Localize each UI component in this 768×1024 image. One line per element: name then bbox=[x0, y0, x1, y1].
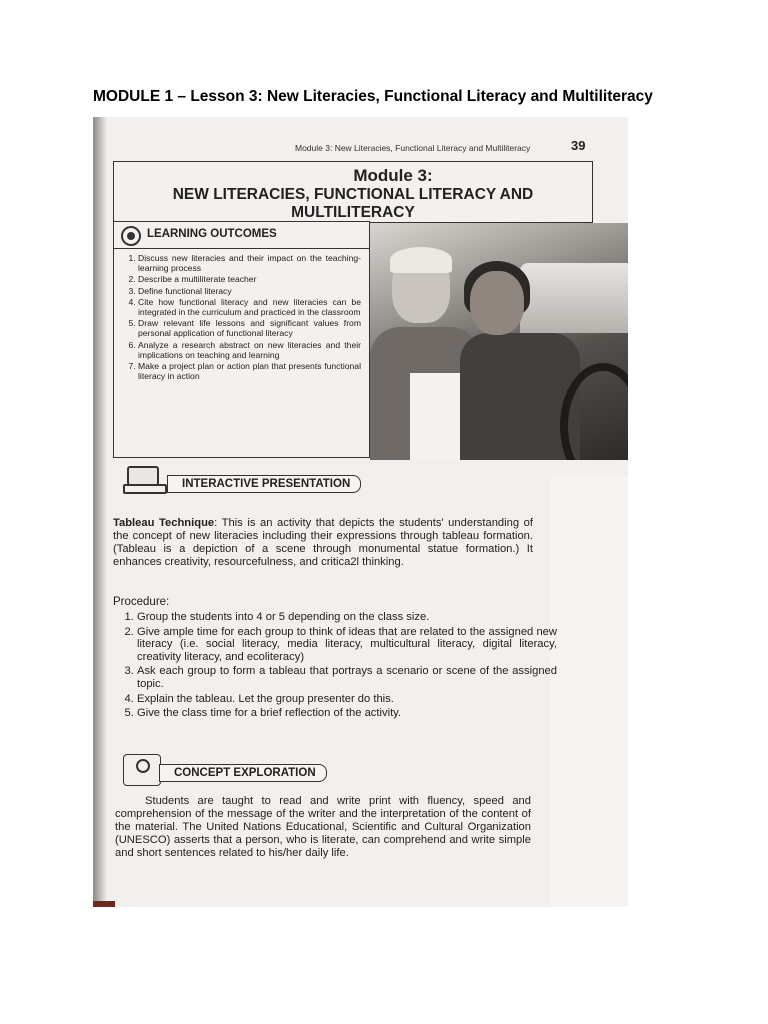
running-header: Module 3: New Literacies, Functional Literacy and Multiliteracy bbox=[295, 143, 531, 153]
outcome-item: 6. Analyze a research abstract on new literacies and their implications on teaching and learning bbox=[138, 340, 361, 360]
procedure-step: 3. Ask each group to form a tableau that portrays a scenario or scene of the assigned topic. bbox=[137, 665, 557, 690]
car-window bbox=[520, 263, 628, 333]
outcome-item: 3. Define functional literacy bbox=[138, 286, 361, 296]
projector-icon bbox=[121, 466, 165, 492]
page-bottom-edge bbox=[93, 901, 115, 907]
target-icon bbox=[121, 226, 141, 246]
tableau-description: : This is an activity that depicts the students' understanding of the concept of new literacies including their expressions through tableau formation. (Tableau is a depiction of a scene through monumental statue formation.) It enhances creativity, resourcefulness, and critica2l thinking. bbox=[113, 517, 533, 568]
instructor-hair bbox=[390, 247, 452, 273]
outcome-item: 4. Cite how functional literacy and new literacies can be integrated in the curriculum and practiced in the classroom bbox=[138, 297, 361, 317]
driving-lesson-photo bbox=[370, 223, 628, 460]
concept-paragraph: Students are taught to read and write print with fluency, speed and comprehension of the message of the writer and the interpretation of the content of the material. The United Nations Educational, Scientific and Cultural Organization (UNESCO) asserts that a person, who is literate, can comprehend and write simple and short sentences related to his/her daily life. bbox=[115, 795, 531, 859]
procedure-step: 5. Give the class time for a brief reflection of the activity. bbox=[137, 707, 557, 720]
procedure-step: 4. Explain the tableau. Let the group presenter do this. bbox=[137, 693, 557, 706]
document-title: MODULE 1 – Lesson 3: New Literacies, Functional Literacy and Multiliteracy bbox=[93, 88, 653, 105]
tableau-paragraph bbox=[113, 517, 533, 569]
driver-head bbox=[470, 271, 524, 335]
outcome-item: 2. Describe a multiliterate teacher bbox=[138, 274, 361, 284]
procedure-step: 1. Group the students into 4 or 5 depending on the class size. bbox=[137, 611, 557, 624]
outcome-item: 1. Discuss new literacies and their impact on the teaching-learning process bbox=[138, 253, 361, 273]
learning-outcomes-heading: LEARNING OUTCOMES bbox=[147, 228, 277, 240]
page-number: 39 bbox=[571, 138, 586, 153]
learning-outcomes-header bbox=[114, 222, 369, 249]
module-title-line1: NEW LITERACIES, FUNCTIONAL LITERACY AND bbox=[172, 186, 534, 203]
module-label: Module 3: bbox=[353, 166, 433, 185]
scanned-book-page bbox=[93, 117, 628, 907]
concept-exploration-heading: CONCEPT EXPLORATION bbox=[159, 764, 327, 782]
procedure-label: Procedure: bbox=[113, 596, 170, 608]
learning-outcomes-box bbox=[113, 221, 370, 458]
learning-outcomes-list bbox=[114, 249, 369, 381]
outcome-item: 7. Make a project plan or action plan that presents functional literacy in action bbox=[138, 361, 361, 381]
person-icon bbox=[123, 754, 161, 786]
outcome-item: 5. Draw relevant life lessons and significant values from personal application of functional literacy bbox=[138, 318, 361, 338]
page-edge-fade bbox=[550, 477, 628, 907]
procedure-step: 2. Give ample time for each group to think of ideas that are related to the assigned new literacy (i.e. social literacy, media literacy, multicultural literacy, digital literacy, creativity literacy, and ecoliteracy) bbox=[137, 626, 557, 664]
tableau-term: Tableau Technique bbox=[113, 517, 215, 529]
module-title-box bbox=[113, 161, 593, 223]
module-title-line2: MULTILITERACY bbox=[291, 204, 415, 221]
page-binding-shadow bbox=[93, 117, 107, 907]
procedure-list bbox=[115, 611, 557, 722]
interactive-presentation-heading: INTERACTIVE PRESENTATION bbox=[167, 475, 361, 493]
